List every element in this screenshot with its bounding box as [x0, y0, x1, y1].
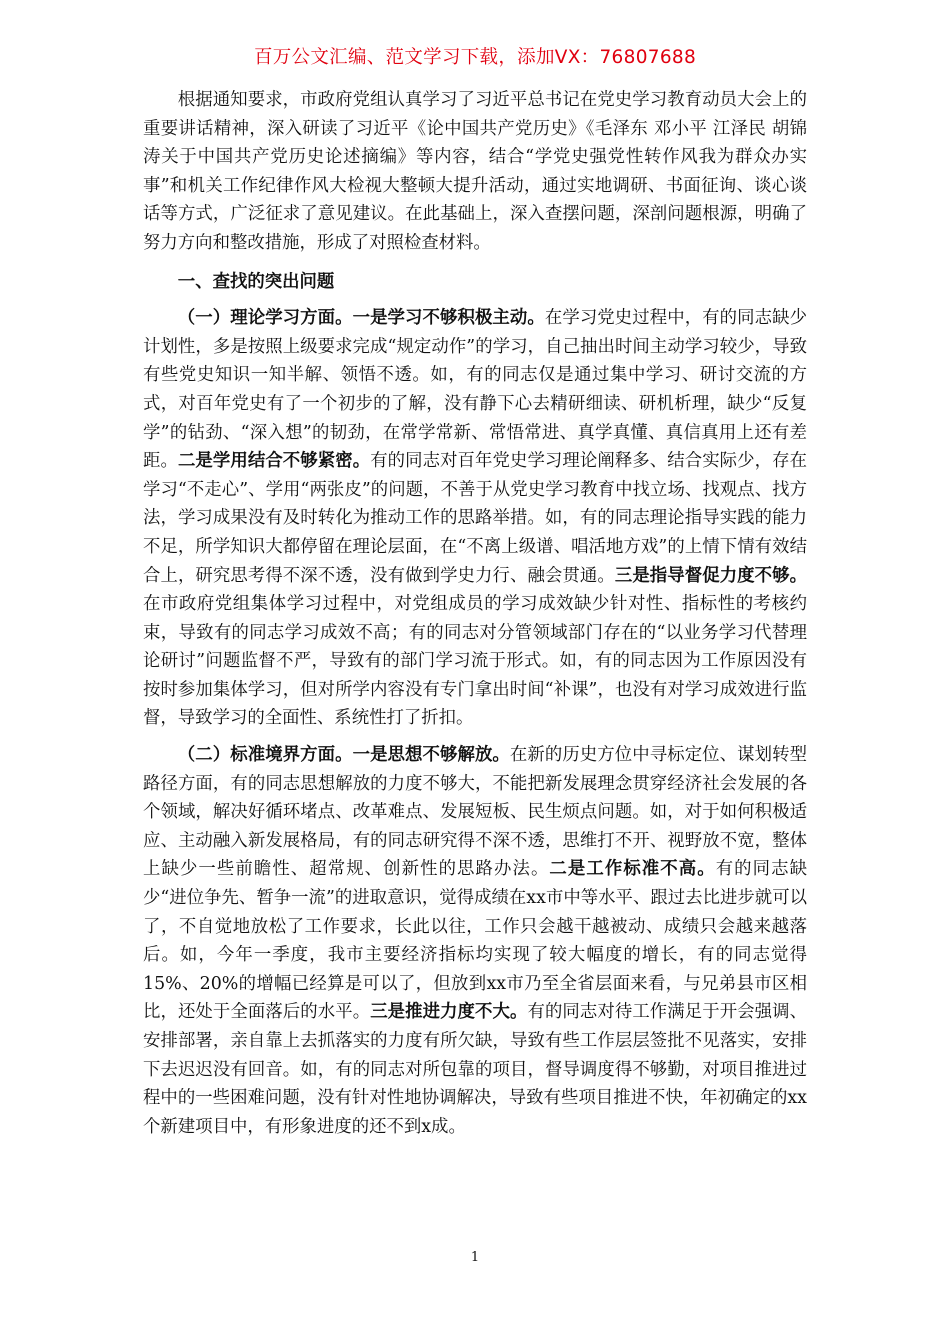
theory-study-paragraph [143, 304, 807, 733]
point-text: 在市政府党组集体学习过程中，对党组成员的学习成效缺少针对性、指标性的考核约束，导致有的同志学习成效不高；有的同志对分管领域部门存在的“以业务学习代替理论研讨”问题监督不严，导致有的部门学习流于形式。如，有的同志因为工作原因没有按时参加集体学习，但对所学内容没有专门拿出时间“补课”，也没有对学习成效进行监督，导致学习的全面性、系统性打了折扣。 [143, 594, 807, 729]
point-heading: 二是工作标准不高。 [549, 859, 716, 880]
page-number: 1 [470, 1250, 480, 1265]
point-text: 有的同志对百年党史学习理论阐释多、结合实际少，存在学习“不走心”、学用“两张皮”的问题，不善于从党史学习教育中找立场、找观点、找方法，学习成果没有及时转化为推动工作的思路举措。如，有的同志理论指导实践的能力不足，所学知识大都停留在理论层面，在“不离上级谱、唱活地方戏”的上情下情有效结合上，研究思考得不深不透，没有做到学史力行、融会贯通。 [143, 451, 807, 586]
intro-paragraph: 根据通知要求，市政府党组认真学习了习近平总书记在党史学习教育动员大会上的重要讲话精神，深入研读了习近平《论中国共产党历史》《毛泽东 邓小平 江泽民 胡锦涛关于中国共产党历史论述摘编》等内容，结合“学党史强党性转作风我为群众办实事”和机关工作纪律作风大检视大整顿大提升活动，通过实地调研、书面征询、谈心谈话等方式，广泛征求了意见建议。在此基础上，深入查摆问题，深剖问题根源，明确了努力方向和整改措施，形成了对照检查材料。 [143, 90, 807, 253]
point-heading: 三是指导督促力度不够。 [614, 565, 807, 586]
point-heading: 一是学习不够积极主动。 [352, 308, 545, 329]
point-heading: 三是推进力度不大。 [370, 1002, 528, 1023]
standards-paragraph [143, 741, 807, 1141]
point-heading: 一是思想不够解放。 [352, 745, 510, 766]
point-text: 有的同志缺少“进位争先、暂争一流”的进取意识，觉得成绩在xx市中等水平、跟过去比进步就可以了，不自觉地放松了工作要求，长此以往，工作只会越干越被动、成绩只会越来越落后。如，今年一季度，我市主要经济指标均实现了较大幅度的增长，有的同志觉得15%、20%的增幅已经算是可以了，但放到xx市乃至全省层面来看，与兄弟县市区相比，还处于全面落后的水平。 [143, 859, 807, 1023]
subsection-heading: （一）理论学习方面。 [177, 308, 353, 329]
subsection-heading: （二）标准境界方面。 [177, 745, 353, 766]
point-text: 在学习党史过程中，有的同志缺少计划性，多是按照上级要求完成“规定动作”的学习，自己抽出时间主动学习较少，导致有些党史知识一知半解、领悟不透。如，有的同志仅是通过集中学习、研讨交流的方式，对百年党史有了一个初步的了解，没有静下心去精研细读、研机析理，缺少“反复学”的钻劲、“深入想”的韧劲，在常学常新、常悟常进、真学真懂、真信真用上还有差距。 [143, 308, 807, 472]
watermark-banner-text: 百万公文汇编、范文学习下载，添加VX：76807688 [253, 47, 697, 68]
point-text: 在新的历史方位中寻标定位、谋划转型路径方面，有的同志思想解放的力度不够大，不能把新发展理念贯穿经济社会发展的各个领域，解决好循环堵点、改革难点、发展短板、民生烦点问题。如，对于如何积极适应、主动融入新发展格局，有的同志研究得不深不透，思维打不开、视野放不宽，整体上缺少一些前瞻性、超常规、创新性的思路办法。 [143, 745, 807, 880]
section-heading: 一、查找的突出问题 [177, 271, 335, 292]
document-body [143, 86, 807, 1141]
point-text: 有的同志对待工作满足于开会强调、安排部署，亲自靠上去抓落实的力度有所欠缺，导致有些工作层层签批不见落实，安排下去迟迟没有回音。如，有的同志对所包靠的项目，督导调度得不够勤，对项目推进过程中的一些困难问题，没有针对性地协调解决，导致有些项目推进不快，年初确定的xx个新建项目中，有形象进度的还不到x成。 [143, 1002, 807, 1137]
point-heading: 二是学用结合不够紧密。 [177, 451, 371, 472]
watermark-banner [0, 44, 950, 72]
